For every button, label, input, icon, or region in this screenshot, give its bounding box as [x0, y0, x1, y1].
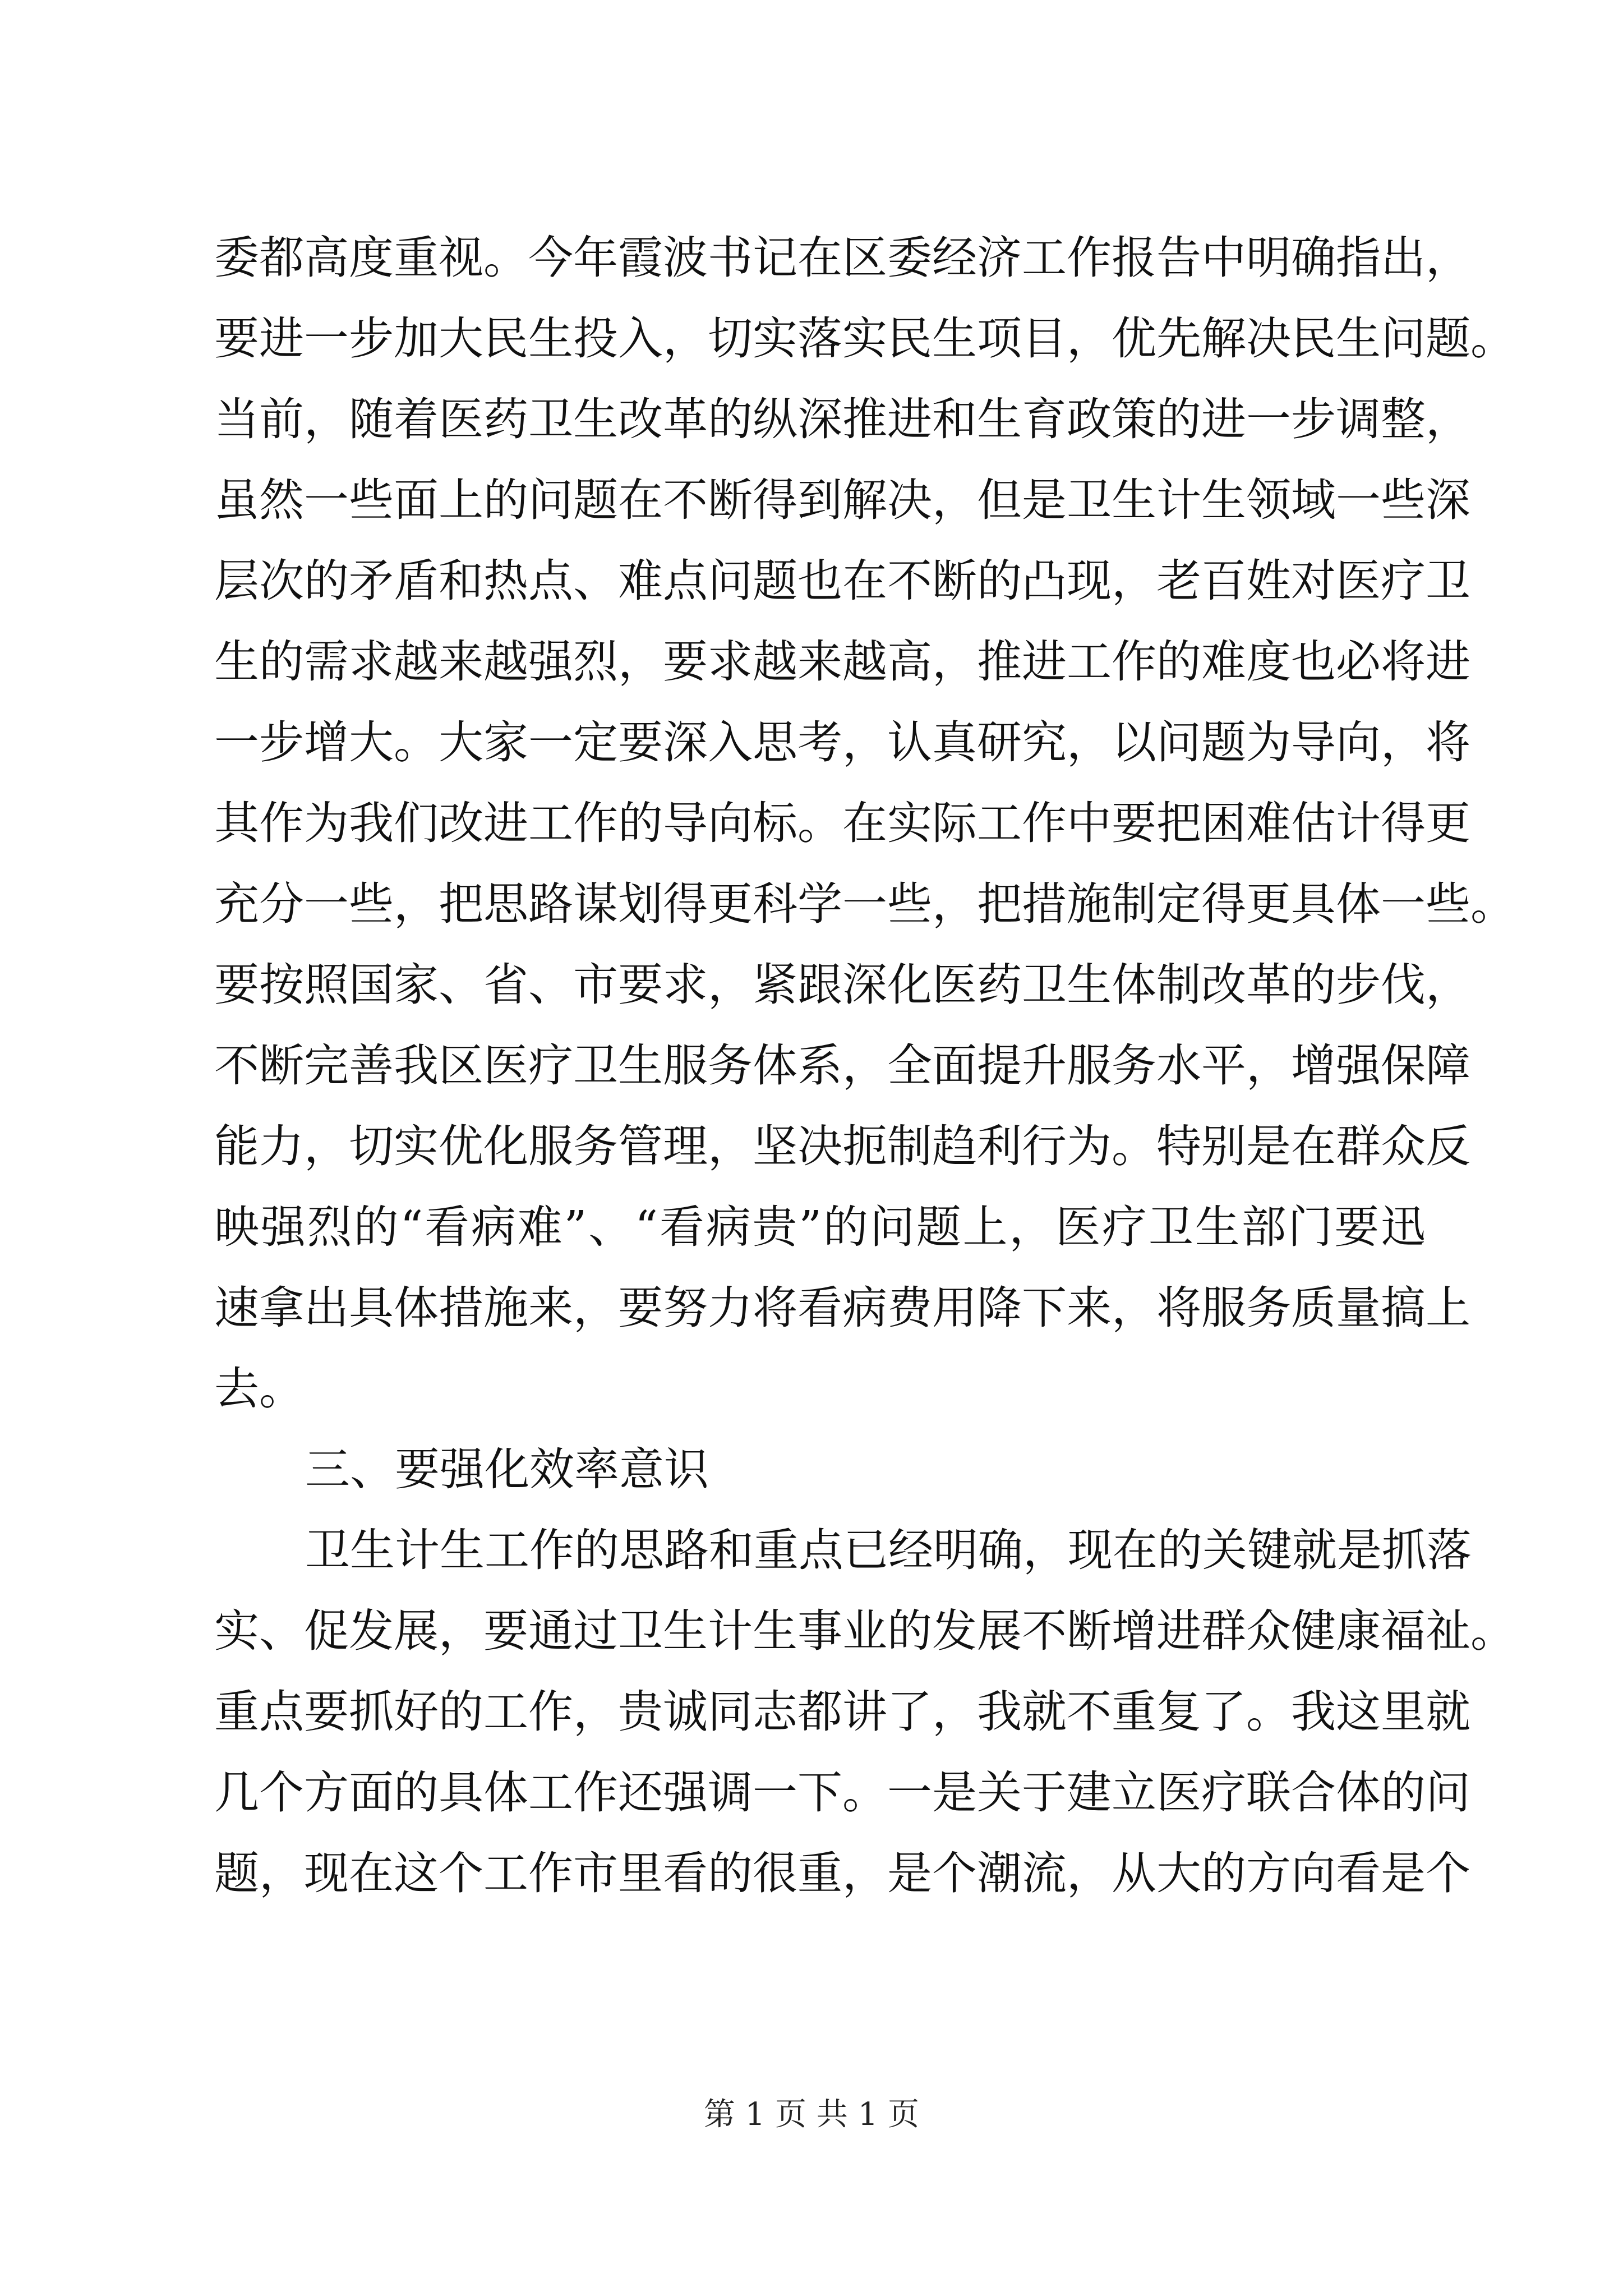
- text-line: 速拿出具体措施来，要努力将看病费用降下来，将服务质量搞上: [214, 1282, 1470, 1334]
- text-line: 充分一些，把思路谋划得更科学一些，把措施制定得更具体一些。: [214, 878, 1515, 930]
- text-line: 题，现在这个工作市里看的很重，是个潮流，从大的方向看是个: [214, 1847, 1470, 1899]
- text-line: 实、促发展，要通过卫生计生事业的发展不断增进群众健康福祉。: [214, 1605, 1515, 1657]
- document-body: [214, 218, 1515, 1914]
- text-line: 卫生计生工作的思路和重点已经明确，现在的关键就是抓落: [305, 1524, 1472, 1576]
- text-line: 重点要抓好的工作，贵诚同志都讲了，我就不重复了。我这里就: [214, 1686, 1470, 1738]
- text-line: 委都高度重视。今年霞波书记在区委经济工作报告中明确指出，: [214, 232, 1470, 284]
- page-number-footer: 第 1 页 共 1 页: [703, 2096, 920, 2133]
- text-line: 去。: [214, 1363, 304, 1415]
- text-line: 能力，切实优化服务管理，坚决扼制趋利行为。特别是在群众反: [214, 1120, 1470, 1172]
- text-line: 其作为我们改进工作的导向标。在实际工作中要把困难估计得更: [214, 797, 1470, 849]
- text-line: 映强烈的“看病难”、“看病贵”的问题上，医疗卫生部门要迅: [214, 1201, 1426, 1253]
- text-line: 要按照国家、省、市要求，紧跟深化医药卫生体制改革的步伐，: [214, 959, 1470, 1011]
- text-line: 层次的矛盾和热点、难点问题也在不断的凸现，老百姓对医疗卫: [214, 555, 1470, 607]
- text-line: 虽然一些面上的问题在不断得到解决，但是卫生计生领域一些深: [214, 474, 1470, 526]
- text-line: 当前，随着医药卫生改革的纵深推进和生育政策的进一步调整，: [214, 393, 1470, 445]
- text-line: 不断完善我区医疗卫生服务体系，全面提升服务水平，增强保障: [214, 1039, 1470, 1092]
- text-line: 生的需求越来越强烈，要求越来越高，推进工作的难度也必将进: [214, 636, 1470, 688]
- section-heading: 三、要强化效率意识: [305, 1443, 709, 1496]
- text-line: 一步增大。大家一定要深入思考，认真研究，以问题为导向，将: [214, 716, 1470, 769]
- text-line: 几个方面的具体工作还强调一下。一是关于建立医疗联合体的问: [214, 1766, 1470, 1819]
- text-line: 要进一步加大民生投入，切实落实民生项目，优先解决民生问题。: [214, 312, 1515, 365]
